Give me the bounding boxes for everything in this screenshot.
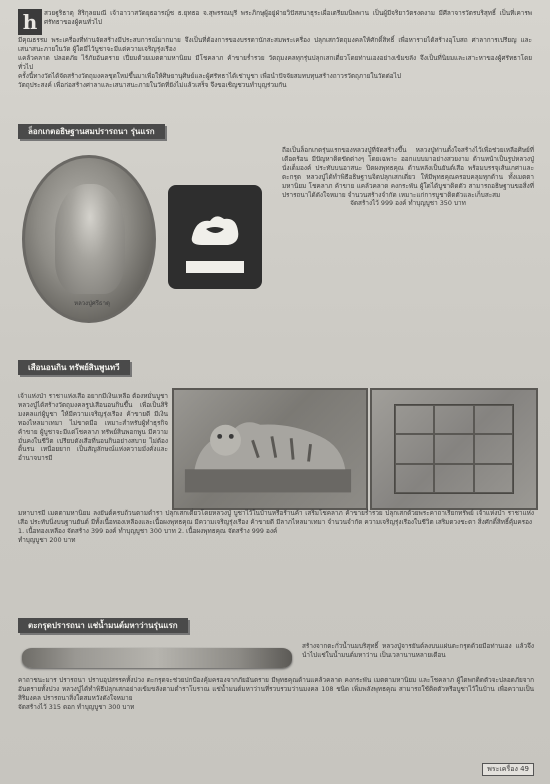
locket-front-image <box>22 155 156 323</box>
section-heading-locket: ล็อกเกตอธิษฐานสมปรารถนา รุ่นแรก <box>18 124 165 139</box>
tiger-price: ทำบุญบูชา 200 บาท <box>18 535 76 544</box>
intro-paragraph <box>44 9 532 27</box>
locket-photos <box>18 145 276 325</box>
takrut-text-right <box>302 642 534 660</box>
takrut-desc-text: สร้างจากตะกั่วน้ำนมบริสุทธิ์ หลวงปู่จารยันต์ลงบนแผ่นตะกรุดด้วยมือท่านเอง แล้วจึงนำไปแช่ในน้ำมนต์มหาว่าน เป็นเวลานานหลายเดือน <box>302 642 534 659</box>
intro-paragraph-continued <box>18 36 532 89</box>
intro-line: แคล้วคลาด ปลอดภัย ไร้ภัยอันตราย เปี่ยมด้วยเมตตามหานิยม มีโชคลาภ ค้าขายร่ำรวย วัตถุมงคลทุกรุ่นปลุกเสกเดี่ยวโดยท่านเองอย่างเข้มขลัง จึงเป็นที่นิยมและเสาะหาของผู้ศรัทธาโดยทั่วไป <box>18 53 532 71</box>
monk-portrait <box>55 184 125 294</box>
locket-description <box>282 146 534 208</box>
tiger-desc-text: เจ้าแห่งป่า ราชาแห่งเสือ อยากมีเงินเหลือ ต้องหมั่นบูชา หลวงปู่ได้สร้างวัตถุมงคลรูปเสือนอนกินขึ้น เพื่อเป็นสิริมงคลแก่ผู้บูชา ให้มีความเจริญรุ่งเรือง ค้าขายดี มีเงินทองไหลมาเทมา ไม่ขาดมือ เหมาะสำหรับผู้ทำธุรกิจ ค้าขาย ผู้บูชาจะมีแต่โชคลาภ ทรัพย์สินพอกพูน มีความมั่นคงในชีวิต เปรียบดังเสือที่นอนกินอย่างสบาย ไม่ต้องดิ้นรน เหนื่อยยาก เป็นสัญลักษณ์แห่งความมั่งคั่งและอำนาจบารมี <box>18 392 168 463</box>
intro-line: มีคุณธรรม พระเครื่องที่ท่านจัดสร้างมีประสบการณ์มากมาย จึงเป็นที่ต้องการของบรรดานักสะสมพระเครื่อง ปลุกเสกวัตถุมงคลให้ศักดิ์สิทธิ์ เพื่อหารายได้สร้างอุโบสถ ศาลาการเปรียญ และเสนาสนะภายในวัด ผู้ใดมีไว้บูชาจะมีแต่ความเจริญรุ่งเรือง <box>18 36 532 53</box>
locket-desc-text: ถือเป็นล็อกเกตรุ่นแรกของหลวงปู่ที่จัดสร้างขึ้น หลวงปู่ท่านตั้งใจสร้างไว้เพื่อช่วยเหลือศิษย์ที่เดือดร้อน มีปัญหาติดขัดต่างๆ โดยเฉพาะ ออกแบบมาอย่างสวยงาม ด้านหน้าเป็นรูปหลวงปู่นั่งเต็มองค์ ประทับบนอาสนะ ปิดผงพุทธคุณ ด้านหลังเป็นยันต์เสือ พร้อมบรรจุเส้นเกศาและตะกรุด หลวงปู่ได้ทำพิธีอธิษฐานจิตปลุกเสกเดี่ยว ให้มีพุทธคุณครอบคลุมทุกด้าน ทั้งเมตตามหานิยม โชคลาภ ค้าขาย แคล้วคลาด คงกระพัน ผู้ใดได้บูชาติดตัว สามารถอธิษฐานขอสิ่งที่ปรารถนาได้ดังใจหมาย จำนวนสร้างจำกัด เหมาะแก่การบูชาติดตัวและเก็บสะสม <box>282 146 534 199</box>
tiger-text-left <box>18 392 168 463</box>
tiger-cont-text: มหาบารมี เมตตามหานิยม ลงยันต์ครบถ้วนตามตำรา ปลุกเสกเดี่ยวโดยหลวงปู่ บูชาไว้ในบ้านหรือร้านค้า เสริมโชคลาภ ค้าขายร่ำรวย ปลุกเสกด้วยพระคาถาเรียกทรัพย์ เจ้าแห่งป่า ราชาแห่งเสือ ประทับนิ่งบนฐานยันต์ มีทั้งเนื้อทองเหลืองและเนื้อผงพุทธคุณ มีความเจริญรุ่งเรือง ค้าขายดี มีลาภไหลมาเทมา จำนวนจำกัด ความเจริญรุ่งเรืองในชีวิต เสริมดวงชะตา สิ่งศักดิ์สิทธิ์คุ้มครอง <box>18 509 534 526</box>
reclining-tiger-icon <box>174 390 362 504</box>
takrut-image <box>22 648 292 668</box>
takrut-description-continued <box>18 676 534 712</box>
tiger-description-continued <box>18 509 534 545</box>
tiger-options: 1. เนื้อทองเหลือง จัดสร้าง 399 องค์ ทำบุญบูชา 300 บาท 2. เนื้อผงพุทธคุณ จัดสร้าง 999 องค์ <box>18 526 278 535</box>
takrut-quantity: จัดสร้างไว้ 315 ดอก ทำบุญบูชา 300 บาท <box>18 702 135 711</box>
section-heading-tiger: เสือนอนกิน ทรัพย์สินพูนทวี <box>18 360 130 375</box>
tiger-emblem-icon <box>186 207 244 253</box>
intro-line: ครั้งนี้ทางวัดได้จัดสร้างวัตถุมงคลชุดใหม่ขึ้นมาเพื่อให้ศิษยานุศิษย์และผู้ศรัทธาได้เช่าบูชา เพื่อนำปัจจัยสมทบทุนสร้างถาวรวัตถุภายในวัดต่อไป <box>18 71 401 80</box>
page-number: พระเครื่อง 49 <box>482 763 534 776</box>
yantra-base-image <box>370 388 538 510</box>
takrut-cont-text: คาถาชนะมาร ปรารถนา ปราบอุปสรรคทั้งปวง ตะกรุดจะช่วยปกป้องคุ้มครองจากภัยอันตราย มีพุทธคุณด้านแคล้วคลาด คงกระพัน เมตตามหานิยม และโชคลาภ ผู้ใดพกติดตัวจะปลอดภัยจากอันตรายทั้งปวง หลวงปู่ได้ทำพิธีปลุกเสกอย่างเข้มขลังตามตำราโบราณ แช่น้ำมนต์มหาว่านที่รวบรวมว่านมงคล 108 ชนิด เพิ่มพลังพุทธคุณ สามารถใช้ติดตัวหรือบูชาไว้ในบ้าน เพื่อความเป็นสิริมงคล ปรารถนาสิ่งใดสมหวังดังใจหมาย <box>18 676 534 702</box>
tiger-figurine-image <box>172 388 368 510</box>
locket-back-label-bar <box>186 261 244 273</box>
locket-caption: หลวงปู่ศรีธาตุ <box>74 300 110 307</box>
section-heading-takrut: ตะกรุดปรารถนา แช่น้ำมนต์มหาว่านรุ่นแรก <box>18 618 188 633</box>
drop-cap-logo: h <box>18 9 42 35</box>
locket-back-image <box>168 185 262 289</box>
intro-line: สวยฐูริธาตุ สิริกุลยมณี เจ้าอาวาสวัดยุธอารญ์ช ธ.ยุทธอ จ.สุพรรณบุรี พระภิกษุผู้อยู่ฝ่ายวิปัสสนาธุระเผื่อเตรียมนิพพาน เป็นผู้มีจริยาวัตรงดงาม มีศีลาจารวัตรบริสุทธิ์ เป็นที่เคารพศรัทธาของผู้คนทั่วไป <box>44 9 532 26</box>
yantra-grid <box>394 404 514 494</box>
intro-line: วัตถุประสงค์ เพื่อก่อสร้างศาลาและเสนาสนะภายในวัดที่ยังไม่แล้วเสร็จ จึงขอเชิญชวนทำบุญร่วมกัน <box>18 80 287 89</box>
locket-quantity: จัดสร้างไว้ 999 องค์ ทำบุญบูชา 350 บาท <box>350 199 466 208</box>
